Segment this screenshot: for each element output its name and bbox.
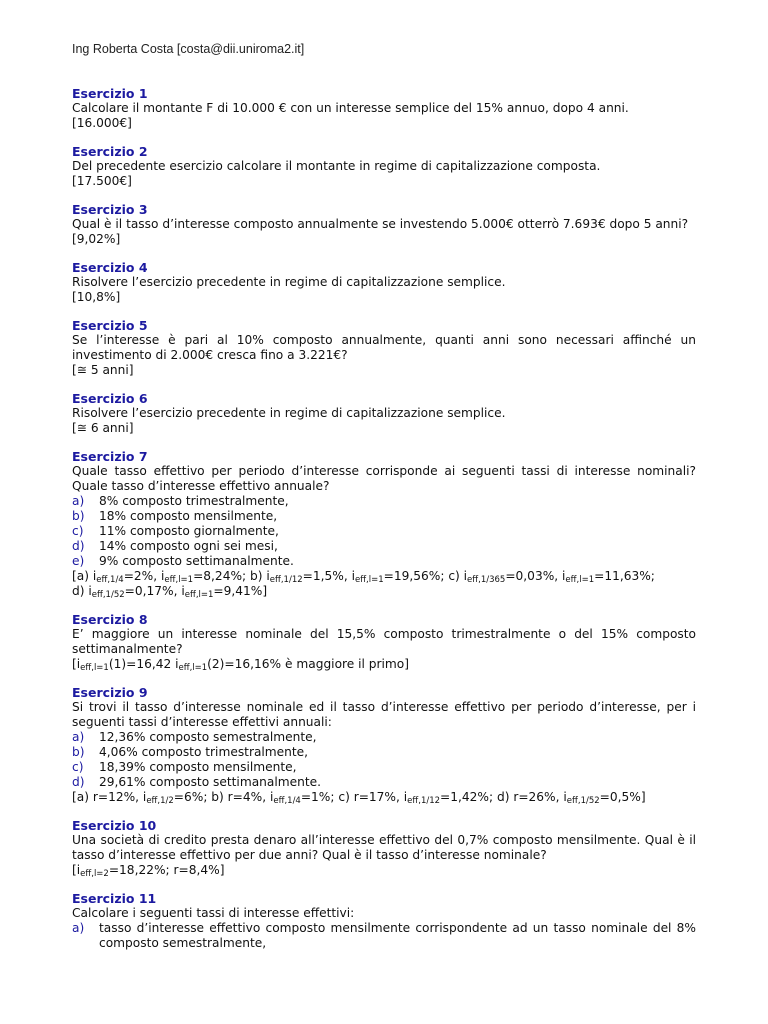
exercise-answer: [a) $i_{eff,1/4}=2\%$, $i_{eff,l=1}=8,24\%$; b) $i_{eff,1/12}=1,5\%$, $i_{eff,l=1}=19,56\%$; c) $i_{eff,1/365}=0,03\%$, $i_{eff,l=1}=11,63\%$; bbox=[72, 569, 655, 585]
list-item bbox=[72, 509, 696, 524]
list-item bbox=[72, 494, 696, 509]
exercise-text: Quale tasso effettivo per periodo d’interesse corrisponde ai seguenti tassi di interesse nominali? Quale tasso d’interesse effettivo annuale? bbox=[72, 464, 696, 493]
exercise-answer: [10,8%] bbox=[72, 290, 121, 304]
exercise-answer: [a) r=12%, $i_{eff,1/2}=6\%$; b) r=4%, $i_{eff,1/4}=1\%$; c) r=17%, $i_{eff,1/12}=1,42\%$; d) r=26%, $i_{eff,1/52}=0,5\%$] bbox=[72, 790, 646, 806]
list-label: d) bbox=[72, 539, 85, 553]
list-item bbox=[72, 539, 696, 554]
list-item bbox=[72, 554, 696, 569]
exercise-title: Esercizio 2 bbox=[72, 144, 148, 159]
list-text: 11% composto giornalmente, bbox=[99, 524, 279, 538]
list-text: 18,39% composto mensilmente, bbox=[99, 760, 297, 774]
exercise-text: Risolvere l’esercizio precedente in regime di capitalizzazione semplice. bbox=[72, 275, 506, 289]
author-header: Ing Roberta Costa [costa@dii.uniroma2.it] bbox=[72, 42, 305, 56]
exercise-text: Del precedente esercizio calcolare il montante in regime di capitalizzazione composta. bbox=[72, 159, 601, 173]
list-text: 29,61% composto settimanalmente. bbox=[99, 775, 321, 789]
exercise-8 bbox=[72, 612, 696, 672]
exercise-list bbox=[72, 86, 696, 964]
exercise-title: Esercizio 11 bbox=[72, 891, 157, 906]
exercise-text: Calcolare il montante F di 10.000 € con un interesse semplice del 15% annuo, dopo 4 anni. bbox=[72, 101, 629, 115]
list-item bbox=[72, 524, 696, 539]
exercise-text: E’ maggiore un interesse nominale del 15,5% composto trimestralmente o del 15% composto settimanalmente? bbox=[72, 627, 696, 656]
exercise-title: Esercizio 9 bbox=[72, 685, 148, 700]
exercise-answer-cont: d) $i_{eff,1/52}=0,17\%$, $i_{eff,l=1}=9,41\%$] bbox=[72, 584, 268, 600]
list-item bbox=[72, 745, 696, 760]
exercise-answer: [$i_{eff,l=2}=18,22\%$; r=8,4%] bbox=[72, 863, 225, 879]
exercise-6 bbox=[72, 391, 696, 436]
exercise-answer: [≅ 6 anni] bbox=[72, 421, 134, 435]
list-label: c) bbox=[72, 524, 84, 538]
exercise-3 bbox=[72, 202, 696, 247]
list-label: b) bbox=[72, 745, 85, 759]
exercise-title: Esercizio 4 bbox=[72, 260, 148, 275]
list-text: tasso d’interesse effettivo composto mensilmente corrispondente ad un tasso nominale del 8% composto semestralmente, bbox=[99, 921, 696, 950]
exercise-title: Esercizio 1 bbox=[72, 86, 148, 101]
list-label: a) bbox=[72, 494, 85, 508]
list-item bbox=[72, 760, 696, 775]
exercise-9 bbox=[72, 685, 696, 805]
list-label: e) bbox=[72, 554, 85, 568]
list-label: d) bbox=[72, 775, 85, 789]
list-item bbox=[72, 775, 696, 790]
exercise-answer: [≅ 5 anni] bbox=[72, 363, 134, 377]
list-label: b) bbox=[72, 509, 85, 523]
list-text: 9% composto settimanalmente. bbox=[99, 554, 294, 568]
list-text: 8% composto trimestralmente, bbox=[99, 494, 289, 508]
list-label: a) bbox=[72, 921, 85, 935]
list-text: 12,36% composto semestralmente, bbox=[99, 730, 317, 744]
exercise-title: Esercizio 6 bbox=[72, 391, 148, 406]
exercise-text: Risolvere l’esercizio precedente in regime di capitalizzazione semplice. bbox=[72, 406, 506, 420]
exercise-text: Calcolare i seguenti tassi di interesse effettivi: bbox=[72, 906, 355, 920]
exercise-answer: [16.000€] bbox=[72, 116, 132, 130]
exercise-7 bbox=[72, 449, 696, 599]
list-item bbox=[72, 921, 696, 951]
list-label: a) bbox=[72, 730, 85, 744]
list-text: 14% composto ogni sei mesi, bbox=[99, 539, 278, 553]
exercise-answer: [17.500€] bbox=[72, 174, 132, 188]
exercise-answer: [9,02%] bbox=[72, 232, 121, 246]
exercise-1 bbox=[72, 86, 696, 131]
exercise-title: Esercizio 8 bbox=[72, 612, 148, 627]
list-item bbox=[72, 730, 696, 745]
exercise-title: Esercizio 7 bbox=[72, 449, 148, 464]
list-text: 4,06% composto trimestralmente, bbox=[99, 745, 309, 759]
exercise-text: Si trovi il tasso d’interesse nominale ed il tasso d’interesse effettivo per periodo d’interesse, per i seguenti tassi d’interesse effettivi annuali: bbox=[72, 700, 696, 729]
exercise-text: Qual è il tasso d’interesse composto annualmente se investendo 5.000€ otterrò 7.693€ dopo 5 anni? bbox=[72, 217, 689, 231]
list-label: c) bbox=[72, 760, 84, 774]
exercise-answer: [$i_{eff,l=1}(1)=16,42$ $i_{eff,l=1}(2)=16,16\%$ è maggiore il primo] bbox=[72, 657, 409, 673]
list-text: 18% composto mensilmente, bbox=[99, 509, 278, 523]
exercise-11 bbox=[72, 891, 696, 951]
exercise-title: Esercizio 3 bbox=[72, 202, 148, 217]
exercise-2 bbox=[72, 144, 696, 189]
exercise-text: Una società di credito presta denaro all’interesse effettivo del 0,7% composto mensilmente. Qual è il tasso d’interesse effettivo per due anni? Qual è il tasso d’interesse nominale? bbox=[72, 833, 696, 862]
exercise-5 bbox=[72, 318, 696, 378]
exercise-title: Esercizio 10 bbox=[72, 818, 157, 833]
exercise-10 bbox=[72, 818, 696, 878]
exercise-title: Esercizio 5 bbox=[72, 318, 148, 333]
exercise-4 bbox=[72, 260, 696, 305]
exercise-text: Se l’interesse è pari al 10% composto annualmente, quanti anni sono necessari affinché un investimento di 2.000€ cresca fino a 3.221€? bbox=[72, 333, 696, 362]
